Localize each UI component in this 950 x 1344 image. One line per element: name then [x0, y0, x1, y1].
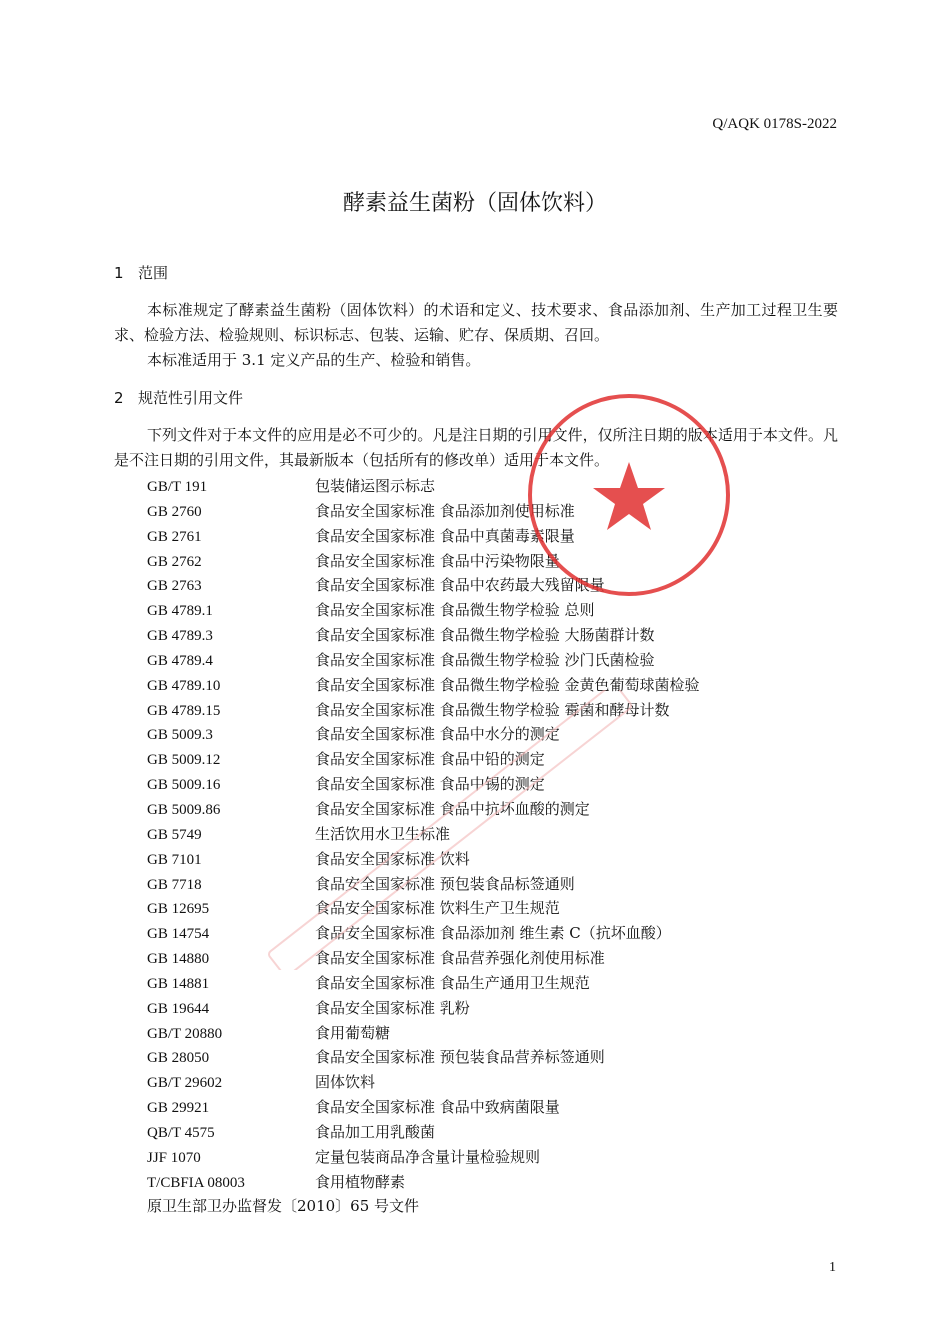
reference-code: GB 7718 — [147, 876, 202, 893]
reference-name: 食品安全国家标准 食品中真菌毒素限量 — [315, 526, 575, 545]
reference-code: GB 4789.10 — [147, 677, 221, 694]
reference-item — [147, 822, 837, 847]
reference-name: 食品安全国家标准 食品微生物学检验 大肠菌群计数 — [315, 626, 655, 645]
reference-name: 食用植物酵素 — [315, 1172, 406, 1191]
reference-name: 食品安全国家标准 食品中抗坏血酸的测定 — [315, 799, 590, 818]
reference-name: 食品安全国家标准 食品微生物学检验 总则 — [315, 601, 595, 620]
section-2-heading — [114, 387, 243, 408]
reference-name: 食品安全国家标准 食品微生物学检验 霉菌和酵母计数 — [315, 700, 670, 719]
reference-name: 食品安全国家标准 食品微生物学检验 沙门氏菌检验 — [315, 650, 655, 669]
reference-item — [147, 946, 837, 971]
reference-item — [147, 1145, 837, 1170]
reference-name: 食品安全国家标准 预包装食品标签通则 — [315, 874, 575, 893]
reference-item — [147, 872, 837, 897]
reference-code: GB 5009.86 — [147, 801, 221, 818]
reference-code: GB/T 20880 — [147, 1025, 223, 1042]
section-2-title: 规范性引用文件 — [138, 389, 244, 407]
document-title: 酵素益生菌粉（固体饮料） — [342, 191, 607, 216]
reference-item — [147, 1095, 837, 1120]
reference-code: GB/T 29602 — [147, 1075, 223, 1092]
reference-name: 食品安全国家标准 食品营养强化剂使用标准 — [315, 949, 605, 968]
reference-name: 食品安全国家标准 饮料 — [315, 849, 470, 868]
reference-item — [147, 1021, 837, 1046]
reference-name: 食品安全国家标准 食品添加剂使用标准 — [315, 501, 575, 520]
reference-code: GB 14881 — [147, 975, 210, 992]
reference-item — [147, 648, 837, 673]
reference-item — [147, 772, 837, 797]
reference-name: 食品安全国家标准 饮料生产卫生规范 — [315, 899, 560, 918]
reference-code: GB 4789.3 — [147, 628, 213, 645]
reference-item — [147, 673, 837, 698]
reference-name: 固体饮料 — [315, 1073, 376, 1092]
reference-name: 食品安全国家标准 食品中致病菌限量 — [315, 1098, 560, 1117]
section-2-number: 2 — [114, 389, 124, 407]
reference-last-line: 原卫生部卫办监督发〔2010〕65 号文件 — [147, 1197, 420, 1216]
reference-name: 包装储运图示标志 — [315, 477, 436, 495]
reference-code: GB 7101 — [147, 851, 202, 868]
company-seal-stamp — [524, 390, 734, 600]
reference-item — [147, 1170, 837, 1195]
reference-name: 食品安全国家标准 食品添加剂 维生素 C（抗坏血酸） — [315, 924, 671, 943]
reference-code: GB 2763 — [147, 578, 202, 595]
reference-code: GB 28050 — [147, 1050, 210, 1067]
reference-code: GB 5009.3 — [147, 727, 213, 744]
reference-code: GB 5009.12 — [147, 752, 221, 769]
reference-name: 生活饮用水卫生标准 — [315, 824, 451, 843]
reference-name: 食品加工用乳酸菌 — [315, 1122, 436, 1141]
reference-item — [147, 1120, 837, 1145]
reference-name: 食品安全国家标准 食品中锡的测定 — [315, 775, 545, 794]
reference-code: JJF 1070 — [147, 1149, 201, 1166]
reference-code: GB 2761 — [147, 528, 202, 545]
reference-code: GB 14754 — [147, 926, 210, 943]
reference-item — [147, 797, 837, 822]
reference-name: 食品安全国家标准 预包装食品营养标签通则 — [315, 1048, 605, 1067]
reference-name: 食品安全国家标准 乳粉 — [315, 998, 470, 1017]
standard-code: Q/AQK 0178S-2022 — [712, 116, 837, 132]
reference-item — [147, 747, 837, 772]
reference-item — [147, 1045, 837, 1070]
reference-code: QB/T 4575 — [147, 1124, 215, 1141]
reference-item — [147, 698, 837, 723]
reference-name: 食品安全国家标准 食品中水分的测定 — [315, 725, 560, 744]
reference-code: GB 5749 — [147, 826, 202, 843]
reference-code: GB 2760 — [147, 503, 202, 520]
reference-item — [147, 623, 837, 648]
reference-code: GB 29921 — [147, 1100, 210, 1117]
reference-name: 定量包装商品净含量计量检验规则 — [315, 1147, 541, 1166]
reference-name: 食品安全国家标准 食品中农药最大残留限量 — [315, 576, 605, 595]
reference-code: GB 2762 — [147, 553, 202, 570]
reference-code: GB 4789.15 — [147, 702, 221, 719]
reference-item — [147, 722, 837, 747]
section-1-paragraph-2: 本标准适用于 3.1 定义产品的生产、检验和销售。 — [147, 351, 481, 369]
reference-item — [147, 971, 837, 996]
reference-code: GB 19644 — [147, 1000, 210, 1017]
reference-item — [147, 921, 837, 946]
reference-name: 食用葡萄糖 — [315, 1023, 391, 1042]
reference-code: GB 4789.4 — [147, 652, 213, 669]
reference-code: GB 5009.16 — [147, 777, 221, 794]
reference-code: GB/T 191 — [147, 479, 208, 495]
reference-code: GB 12695 — [147, 901, 210, 918]
reference-item — [147, 1070, 837, 1095]
reference-code: GB 4789.1 — [147, 603, 213, 620]
section-2-paragraph-1: 下列文件对于本文件的应用是必不可少的。凡是注日期的引用文件，仅所注日期的版本适用于本文件。凡是不注日期的引用文件，其最新版本（包括所有的修改单）适用于本文件。 — [114, 426, 838, 469]
reference-name: 食品安全国家标准 食品微生物学检验 金黄色葡萄球菌检验 — [315, 675, 700, 694]
reference-name: 食品安全国家标准 食品中铅的测定 — [315, 750, 545, 769]
section-1-paragraph-1: 本标准规定了酵素益生菌粉（固体饮料）的术语和定义、技术要求、食品添加剂、生产加工过程卫生要求、检验方法、检验规则、标识标志、包装、运输、贮存、保质期、召回。 — [114, 301, 838, 344]
reference-item — [147, 896, 837, 921]
reference-item — [147, 996, 837, 1021]
reference-code: T/CBFIA 08003 — [147, 1174, 245, 1191]
section-1-title: 范围 — [138, 264, 169, 282]
reference-name: 食品安全国家标准 食品生产通用卫生规范 — [315, 973, 590, 992]
reference-item — [147, 847, 837, 872]
reference-name: 食品安全国家标准 食品中污染物限量 — [315, 551, 560, 570]
section-1-heading — [114, 262, 168, 283]
reference-code: GB 14880 — [147, 951, 210, 968]
reference-item — [147, 598, 837, 623]
page-number: 1 — [829, 1260, 836, 1275]
section-1-number: 1 — [114, 264, 124, 282]
